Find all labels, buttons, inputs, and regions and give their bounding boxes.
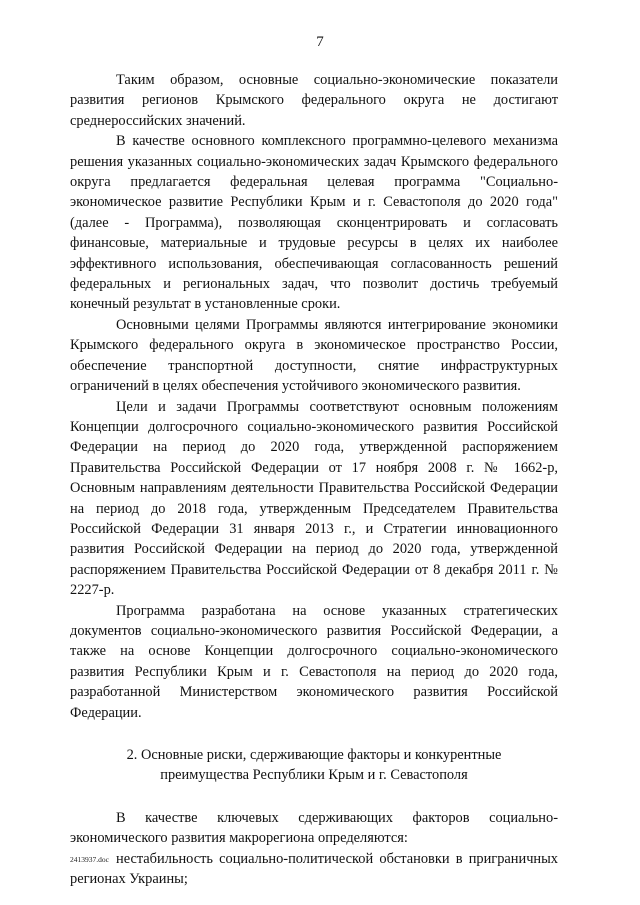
section-paragraph-1: В качестве ключевых сдерживающих факторов социально-экономического развития макрорегиона определяются:: [70, 809, 558, 847]
paragraph-5: Программа разработана на основе указанных стратегических документов социально-экономического развития Российской Федерации, а также на основе Концепции долгосрочного социально-экономического развития Республики Крым и г. Севастополя на период до 2020 года, разработанной Министерством экономического развития Российской Федерации.: [70, 602, 558, 721]
list-item-1: нестабильность социально-политической обстановки в приграничных регионах Украины;: [70, 850, 558, 888]
paragraph-4: Цели и задачи Программы соответствуют основным положениям Концепции долгосрочного социально-экономического развития Российской Федерации на период до 2020 года, утвержденной распоряжением Правительства Российской Федерации от 17 ноября 2008 г. № 1662-р, Основным направлениям деятельности Правительства Российской Федерации на период до 2018 года, утвержденным Председателем Правительства Российской Федерации 31 января 2013 г., и Стратегии инновационного развития Российской Федерации на период до 2020 года, утвержденной распоряжением Правительства Российской Федерации от 8 декабря 2011 г. № 2227-р.: [70, 398, 558, 599]
footer-filename: 2413937.doc: [70, 855, 109, 864]
paragraph-3: Основными целями Программы являются интегрирование экономики Крымского федерального округа в экономическое пространство России, обеспечение транспортной доступности, снятие инфраструктурных ограничений в целях обеспечения устойчивого экономического развития.: [70, 316, 558, 395]
section-heading-line-2: преимущества Республики Крым и г. Севастополя: [160, 767, 468, 784]
section-heading: [70, 745, 558, 786]
paragraph-2: В качестве основного комплексного программно-целевого механизма решения указанных социально-экономических задач Крымского федерального округа предлагается федеральная целевая программа "Социально-экономическое развитие Республики Крым и г. Севастополя до 2020 года" (далее - Программа), позволяющая сконцентрировать и согласовать финансовые, материальные и трудовые ресурсы в целях их наиболее эффективного использования, обеспечивающая согласованность решений федеральных и региональных задач, что позволит достичь требуемый конечный результат в установленные сроки.: [70, 133, 558, 313]
document-body: [70, 70, 558, 889]
paragraph-1: Таким образом, основные социально-экономические показатели развития регионов Крымского федерального округа не достигают среднероссийских значений.: [70, 72, 558, 129]
page-number: 7: [316, 34, 324, 50]
section-heading-line-1: 2. Основные риски, сдерживающие факторы и конкурентные: [126, 747, 502, 763]
